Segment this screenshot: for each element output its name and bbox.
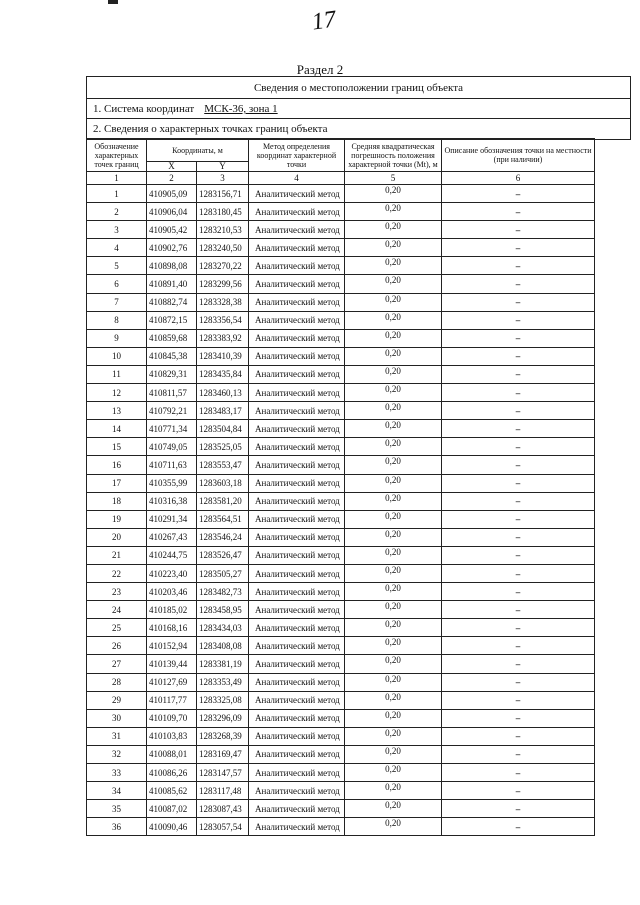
description-cell: – [442, 492, 595, 510]
coord-y: 1283268,39 [197, 727, 249, 745]
method-cell: Аналитический метод [249, 546, 345, 564]
description-cell: – [442, 257, 595, 275]
column-numbers-row [87, 172, 595, 185]
point-number: 11 [87, 365, 147, 383]
error-cell: 0,20 [345, 727, 442, 745]
table-row [87, 673, 595, 691]
coord-y: 1283603,18 [197, 474, 249, 492]
header-x: X [147, 162, 197, 172]
description-cell: – [442, 275, 595, 293]
coord-x: 410244,75 [147, 546, 197, 564]
table-row [87, 546, 595, 564]
coord-y: 1283564,51 [197, 510, 249, 528]
point-number: 34 [87, 782, 147, 800]
doc-title: Сведения о местоположении границ объекта [87, 77, 630, 99]
coord-x: 410117,77 [147, 691, 197, 709]
table-row [87, 510, 595, 528]
point-number: 13 [87, 402, 147, 420]
table-row [87, 619, 595, 637]
error-cell: 0,20 [345, 583, 442, 601]
point-number: 35 [87, 800, 147, 818]
error-cell: 0,20 [345, 365, 442, 383]
coord-x: 410872,15 [147, 311, 197, 329]
coord-x: 410185,02 [147, 601, 197, 619]
handwritten-page-number: 17 [310, 6, 338, 36]
table-row [87, 474, 595, 492]
error-cell: 0,20 [345, 601, 442, 619]
coord-x: 410152,94 [147, 637, 197, 655]
error-cell: 0,20 [345, 492, 442, 510]
method-cell: Аналитический метод [249, 311, 345, 329]
point-number: 18 [87, 492, 147, 510]
coord-y: 1283410,39 [197, 347, 249, 365]
table-row [87, 275, 595, 293]
point-number: 12 [87, 384, 147, 402]
point-number: 22 [87, 564, 147, 582]
description-cell: – [442, 438, 595, 456]
point-number: 24 [87, 601, 147, 619]
description-cell: – [442, 727, 595, 745]
error-cell: 0,20 [345, 438, 442, 456]
coord-y: 1283581,20 [197, 492, 249, 510]
coord-x: 410898,08 [147, 257, 197, 275]
coord-x: 410859,68 [147, 329, 197, 347]
point-number: 10 [87, 347, 147, 365]
error-cell: 0,20 [345, 764, 442, 782]
method-cell: Аналитический метод [249, 257, 345, 275]
table-row [87, 293, 595, 311]
table-row [87, 221, 595, 239]
point-number: 32 [87, 745, 147, 763]
description-cell: – [442, 764, 595, 782]
coord-y: 1283147,57 [197, 764, 249, 782]
description-cell: – [442, 637, 595, 655]
description-cell: – [442, 528, 595, 546]
error-cell: 0,20 [345, 619, 442, 637]
point-number: 33 [87, 764, 147, 782]
error-cell: 0,20 [345, 800, 442, 818]
coord-x: 410090,46 [147, 818, 197, 836]
coord-y: 1283525,05 [197, 438, 249, 456]
table-row [87, 655, 595, 673]
point-number: 9 [87, 329, 147, 347]
col-number: 3 [197, 172, 249, 185]
coord-y: 1283435,84 [197, 365, 249, 383]
coord-x: 410316,38 [147, 492, 197, 510]
error-cell: 0,20 [345, 257, 442, 275]
method-cell: Аналитический метод [249, 601, 345, 619]
coord-y: 1283381,19 [197, 655, 249, 673]
table-row [87, 239, 595, 257]
point-number: 31 [87, 727, 147, 745]
method-cell: Аналитический метод [249, 438, 345, 456]
coord-y: 1283353,49 [197, 673, 249, 691]
coord-y: 1283505,27 [197, 564, 249, 582]
method-cell: Аналитический метод [249, 709, 345, 727]
coord-x: 410355,99 [147, 474, 197, 492]
method-cell: Аналитический метод [249, 800, 345, 818]
table-row [87, 528, 595, 546]
table-row [87, 709, 595, 727]
error-cell: 0,20 [345, 546, 442, 564]
table-row [87, 420, 595, 438]
error-cell: 0,20 [345, 655, 442, 673]
table-row [87, 564, 595, 582]
coord-y: 1283504,84 [197, 420, 249, 438]
table-row [87, 365, 595, 383]
table-row [87, 601, 595, 619]
method-cell: Аналитический метод [249, 420, 345, 438]
description-cell: – [442, 564, 595, 582]
header-designation: Обозначение характерных точек границ [87, 139, 147, 172]
description-cell: – [442, 800, 595, 818]
method-cell: Аналитический метод [249, 691, 345, 709]
coord-y: 1283553,47 [197, 456, 249, 474]
table-row [87, 402, 595, 420]
coord-y: 1283408,08 [197, 637, 249, 655]
coord-x: 410845,38 [147, 347, 197, 365]
coord-y: 1283296,09 [197, 709, 249, 727]
description-cell: – [442, 619, 595, 637]
method-cell: Аналитический метод [249, 510, 345, 528]
method-cell: Аналитический метод [249, 564, 345, 582]
error-cell: 0,20 [345, 818, 442, 836]
coord-y: 1283434,03 [197, 619, 249, 637]
table-row [87, 492, 595, 510]
method-cell: Аналитический метод [249, 221, 345, 239]
coord-y: 1283087,43 [197, 800, 249, 818]
description-cell: – [442, 239, 595, 257]
method-cell: Аналитический метод [249, 673, 345, 691]
coord-x: 410829,31 [147, 365, 197, 383]
point-number: 21 [87, 546, 147, 564]
coord-x: 410811,57 [147, 384, 197, 402]
coord-y: 1283156,71 [197, 185, 249, 203]
section-title: Раздел 2 [296, 62, 344, 77]
coord-x: 410711,63 [147, 456, 197, 474]
description-cell: – [442, 818, 595, 836]
description-cell: – [442, 311, 595, 329]
coord-y: 1283546,24 [197, 528, 249, 546]
points-title: 2. Сведения о характерных точках границ объекта [93, 123, 328, 135]
coord-y: 1283482,73 [197, 583, 249, 601]
point-number: 14 [87, 420, 147, 438]
description-cell: – [442, 365, 595, 383]
table-row [87, 456, 595, 474]
coord-x: 410203,46 [147, 583, 197, 601]
table-row [87, 691, 595, 709]
coord-y: 1283460,13 [197, 384, 249, 402]
coord-x: 410906,04 [147, 203, 197, 221]
coord-x: 410905,09 [147, 185, 197, 203]
point-number: 23 [87, 583, 147, 601]
description-cell: – [442, 601, 595, 619]
description-cell: – [442, 456, 595, 474]
method-cell: Аналитический метод [249, 203, 345, 221]
error-cell: 0,20 [345, 329, 442, 347]
description-cell: – [442, 673, 595, 691]
header-description: Описание обозначения точки на местности (при наличии) [442, 139, 595, 172]
coord-x: 410882,74 [147, 293, 197, 311]
error-cell: 0,20 [345, 384, 442, 402]
point-number: 7 [87, 293, 147, 311]
method-cell: Аналитический метод [249, 583, 345, 601]
error-cell: 0,20 [345, 456, 442, 474]
point-number: 16 [87, 456, 147, 474]
description-cell: – [442, 293, 595, 311]
coord-y: 1283210,53 [197, 221, 249, 239]
coord-x: 410267,43 [147, 528, 197, 546]
description-cell: – [442, 510, 595, 528]
coord-y: 1283325,08 [197, 691, 249, 709]
error-cell: 0,20 [345, 637, 442, 655]
error-cell: 0,20 [345, 528, 442, 546]
coord-x: 410088,01 [147, 745, 197, 763]
error-cell: 0,20 [345, 402, 442, 420]
point-number: 15 [87, 438, 147, 456]
point-number: 8 [87, 311, 147, 329]
error-cell: 0,20 [345, 311, 442, 329]
description-cell: – [442, 402, 595, 420]
table-row [87, 203, 595, 221]
method-cell: Аналитический метод [249, 764, 345, 782]
coord-x: 410891,40 [147, 275, 197, 293]
coord-x: 410168,16 [147, 619, 197, 637]
table-row [87, 727, 595, 745]
method-cell: Аналитический метод [249, 239, 345, 257]
error-cell: 0,20 [345, 564, 442, 582]
table-row [87, 347, 595, 365]
table-row [87, 257, 595, 275]
point-number: 6 [87, 275, 147, 293]
coord-system-row [87, 99, 630, 119]
point-number: 20 [87, 528, 147, 546]
table-row [87, 329, 595, 347]
error-cell: 0,20 [345, 691, 442, 709]
coord-y: 1283356,54 [197, 311, 249, 329]
table-row [87, 764, 595, 782]
col-number: 5 [345, 172, 442, 185]
error-cell: 0,20 [345, 221, 442, 239]
table-row [87, 384, 595, 402]
coord-x: 410139,44 [147, 655, 197, 673]
header-coords: Координаты, м [147, 139, 249, 162]
method-cell: Аналитический метод [249, 365, 345, 383]
col-number: 6 [442, 172, 595, 185]
method-cell: Аналитический метод [249, 402, 345, 420]
method-cell: Аналитический метод [249, 619, 345, 637]
coord-x: 410086,26 [147, 764, 197, 782]
method-cell: Аналитический метод [249, 347, 345, 365]
point-number: 3 [87, 221, 147, 239]
description-cell: – [442, 655, 595, 673]
method-cell: Аналитический метод [249, 655, 345, 673]
coord-y: 1283169,47 [197, 745, 249, 763]
coord-x: 410792,21 [147, 402, 197, 420]
header-y: Y [197, 162, 249, 172]
coord-y: 1283240,50 [197, 239, 249, 257]
description-cell: – [442, 709, 595, 727]
coord-x: 410103,83 [147, 727, 197, 745]
point-number: 29 [87, 691, 147, 709]
method-cell: Аналитический метод [249, 329, 345, 347]
method-cell: Аналитический метод [249, 474, 345, 492]
coord-x: 410127,69 [147, 673, 197, 691]
table-row [87, 782, 595, 800]
error-cell: 0,20 [345, 709, 442, 727]
description-cell: – [442, 745, 595, 763]
coord-system-value: МСК-36, зона 1 [204, 103, 278, 115]
table-row [87, 818, 595, 836]
method-cell: Аналитический метод [249, 745, 345, 763]
point-number: 19 [87, 510, 147, 528]
description-cell: – [442, 782, 595, 800]
error-cell: 0,20 [345, 673, 442, 691]
coord-x: 410087,02 [147, 800, 197, 818]
point-number: 30 [87, 709, 147, 727]
method-cell: Аналитический метод [249, 492, 345, 510]
coord-x: 410109,70 [147, 709, 197, 727]
error-cell: 0,20 [345, 782, 442, 800]
coord-x: 410902,76 [147, 239, 197, 257]
error-cell: 0,20 [345, 203, 442, 221]
table-row [87, 311, 595, 329]
error-cell: 0,20 [345, 474, 442, 492]
scan-mark [108, 0, 118, 4]
point-number: 26 [87, 637, 147, 655]
error-cell: 0,20 [345, 510, 442, 528]
coord-x: 410223,40 [147, 564, 197, 582]
error-cell: 0,20 [345, 275, 442, 293]
col-number: 4 [249, 172, 345, 185]
description-cell: – [442, 583, 595, 601]
method-cell: Аналитический метод [249, 528, 345, 546]
table-row [87, 438, 595, 456]
table-row [87, 185, 595, 203]
method-cell: Аналитический метод [249, 727, 345, 745]
coord-x: 410085,62 [147, 782, 197, 800]
description-cell: – [442, 185, 595, 203]
method-cell: Аналитический метод [249, 185, 345, 203]
coord-y: 1283328,38 [197, 293, 249, 311]
error-cell: 0,20 [345, 185, 442, 203]
method-cell: Аналитический метод [249, 818, 345, 836]
col-number: 2 [147, 172, 197, 185]
description-cell: – [442, 420, 595, 438]
table-row [87, 583, 595, 601]
document-header-frame [86, 76, 631, 140]
coord-y: 1283180,45 [197, 203, 249, 221]
description-cell: – [442, 384, 595, 402]
description-cell: – [442, 546, 595, 564]
coord-system-label: 1. Система координат [93, 103, 195, 115]
coord-x: 410291,34 [147, 510, 197, 528]
coord-y: 1283057,54 [197, 818, 249, 836]
point-number: 4 [87, 239, 147, 257]
method-cell: Аналитический метод [249, 637, 345, 655]
table-row [87, 745, 595, 763]
coord-y: 1283483,17 [197, 402, 249, 420]
coord-x: 410749,05 [147, 438, 197, 456]
header-error: Средняя квадратическая погрешность положения характерной точки (Mt), м [345, 139, 442, 172]
coord-y: 1283270,22 [197, 257, 249, 275]
point-number: 25 [87, 619, 147, 637]
method-cell: Аналитический метод [249, 275, 345, 293]
point-number: 17 [87, 474, 147, 492]
header-method: Метод определения координат характерной точки [249, 139, 345, 172]
coord-y: 1283299,56 [197, 275, 249, 293]
point-number: 36 [87, 818, 147, 836]
description-cell: – [442, 221, 595, 239]
description-cell: – [442, 691, 595, 709]
point-number: 27 [87, 655, 147, 673]
error-cell: 0,20 [345, 293, 442, 311]
description-cell: – [442, 474, 595, 492]
point-number: 5 [87, 257, 147, 275]
coord-y: 1283458,95 [197, 601, 249, 619]
boundary-points-table [86, 138, 595, 836]
error-cell: 0,20 [345, 420, 442, 438]
error-cell: 0,20 [345, 745, 442, 763]
method-cell: Аналитический метод [249, 456, 345, 474]
point-number: 1 [87, 185, 147, 203]
table-row [87, 800, 595, 818]
coord-x: 410905,42 [147, 221, 197, 239]
description-cell: – [442, 203, 595, 221]
description-cell: – [442, 329, 595, 347]
coord-y: 1283383,92 [197, 329, 249, 347]
coord-y: 1283526,47 [197, 546, 249, 564]
point-number: 28 [87, 673, 147, 691]
point-number: 2 [87, 203, 147, 221]
coord-x: 410771,34 [147, 420, 197, 438]
method-cell: Аналитический метод [249, 384, 345, 402]
col-number: 1 [87, 172, 147, 185]
table-row [87, 637, 595, 655]
coord-y: 1283117,48 [197, 782, 249, 800]
description-cell: – [442, 347, 595, 365]
error-cell: 0,20 [345, 239, 442, 257]
error-cell: 0,20 [345, 347, 442, 365]
method-cell: Аналитический метод [249, 293, 345, 311]
method-cell: Аналитический метод [249, 782, 345, 800]
